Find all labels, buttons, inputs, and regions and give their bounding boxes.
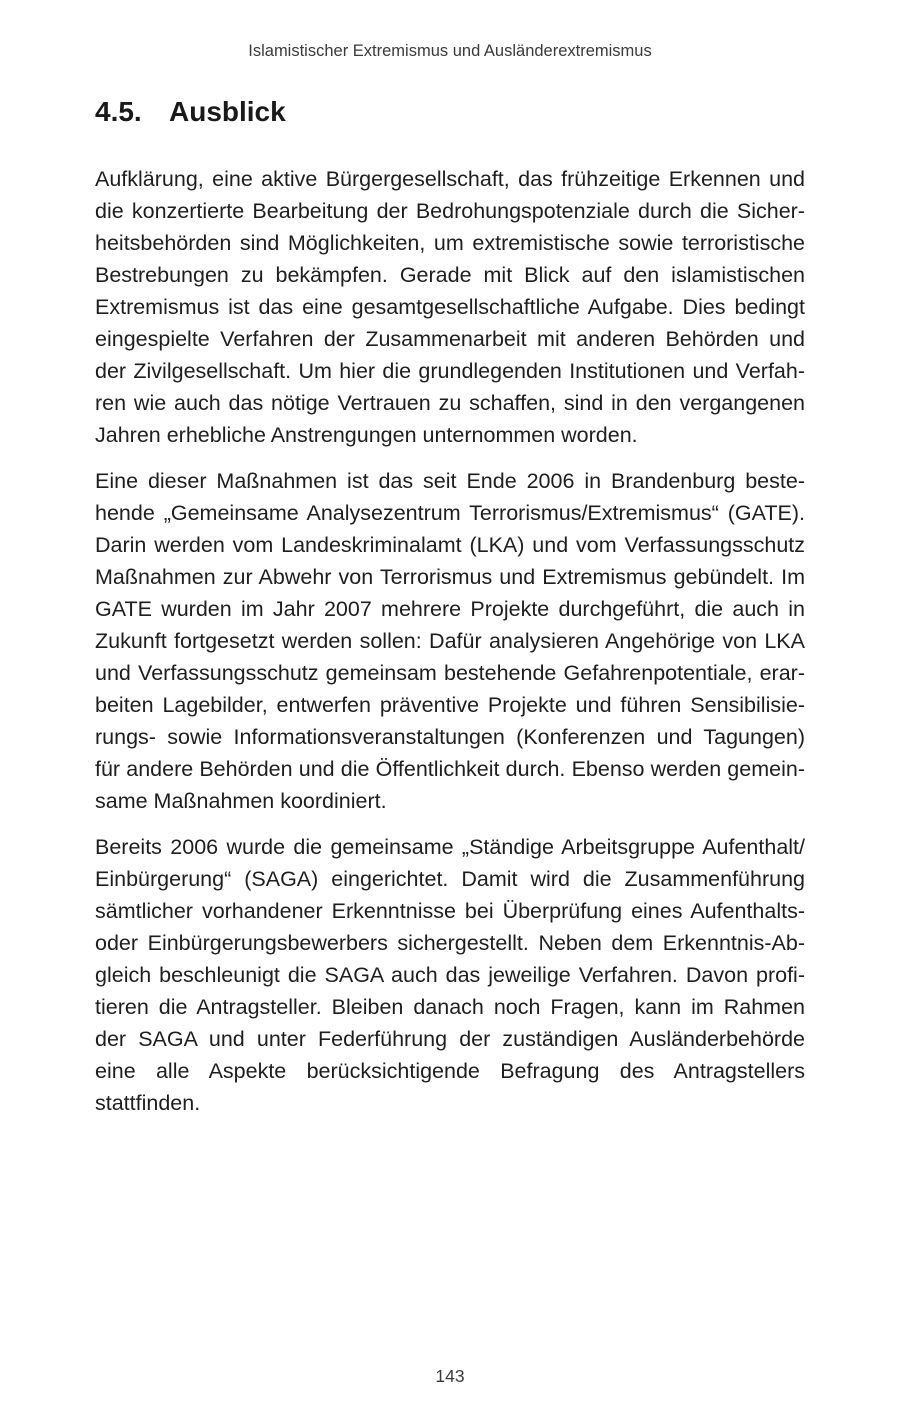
page-number: 143	[435, 1366, 465, 1386]
paragraph-1: Aufklärung, eine aktive Bürgergesellschaft, das frühzeitige Erkennen und die konzertierte Bearbeitung der Bedrohungspotenziale durch die Sicherheitsbehörden sind Möglichkeiten, um extremistische sowie terroristische Bestrebungen zu bekämpfen. Gerade mit Blick auf den islamistischen Extremismus ist das eine gesamtgesellschaftliche Aufgabe. Dies bedingt eingespielte Verfahren der Zusammenarbeit mit anderen Behörden und der Zivilgesellschaft. Um hier die grundlegenden Institutionen und Verfahren wie auch das nötige Vertrauen zu schaffen, sind in den vergangenen Jahren erhebliche Anstrengungen unternommen worden.	[95, 167, 805, 447]
section-heading	[95, 96, 286, 128]
paragraph-3: Bereits 2006 wurde die gemeinsame „Ständige Arbeitsgruppe Aufenthalt/​Einbürgerung“ (SAGA) eingerichtet. Damit wird die Zusammenführung sämtlicher vorhandener Erkenntnisse bei Überprüfung eines Aufenthalts- oder Einbürgerungsbewerbers sichergestellt. Neben dem Erkenntnis-Abgleich beschleunigt die SAGA auch das jeweilige Verfahren. Davon profitieren die Antragsteller. Bleiben danach noch Fragen, kann im Rahmen der SAGA und unter Federführung der zuständigen Ausländerbehörde eine alle Aspekte berücksichtigende Befragung des Antragstellers stattfinden.	[95, 835, 805, 1115]
paragraph-2: Eine dieser Maßnahmen ist das seit Ende 2006 in Brandenburg bestehende „Gemeinsame Analysezentrum Terrorismus/Extremismus“ (GATE). Darin werden vom Landeskriminalamt (LKA) und vom Verfassungsschutz Maßnahmen zur Abwehr von Terrorismus und Extremismus gebündelt. Im GATE wurden im Jahr 2007 mehrere Projekte durchgeführt, die auch in Zukunft fortgesetzt werden sollen: Dafür analysieren Angehörige von LKA und Verfassungsschutz gemeinsam bestehende Gefahrenpotentiale, erarbeiten Lagebilder, entwerfen präventive Projekte und führen Sensibilisierungs- sowie Informationsveranstaltungen (Konferenzen und Tagungen) für andere Behörden und die Öffentlichkeit durch. Ebenso werden gemeinsame Maßnahmen koordiniert.	[95, 469, 805, 813]
running-header: Islamistischer Extremismus und Ausländerextremismus	[248, 42, 652, 60]
section-title: Ausblick	[169, 96, 286, 127]
body-text	[95, 163, 805, 1133]
section-number: 4.5.	[95, 96, 142, 127]
